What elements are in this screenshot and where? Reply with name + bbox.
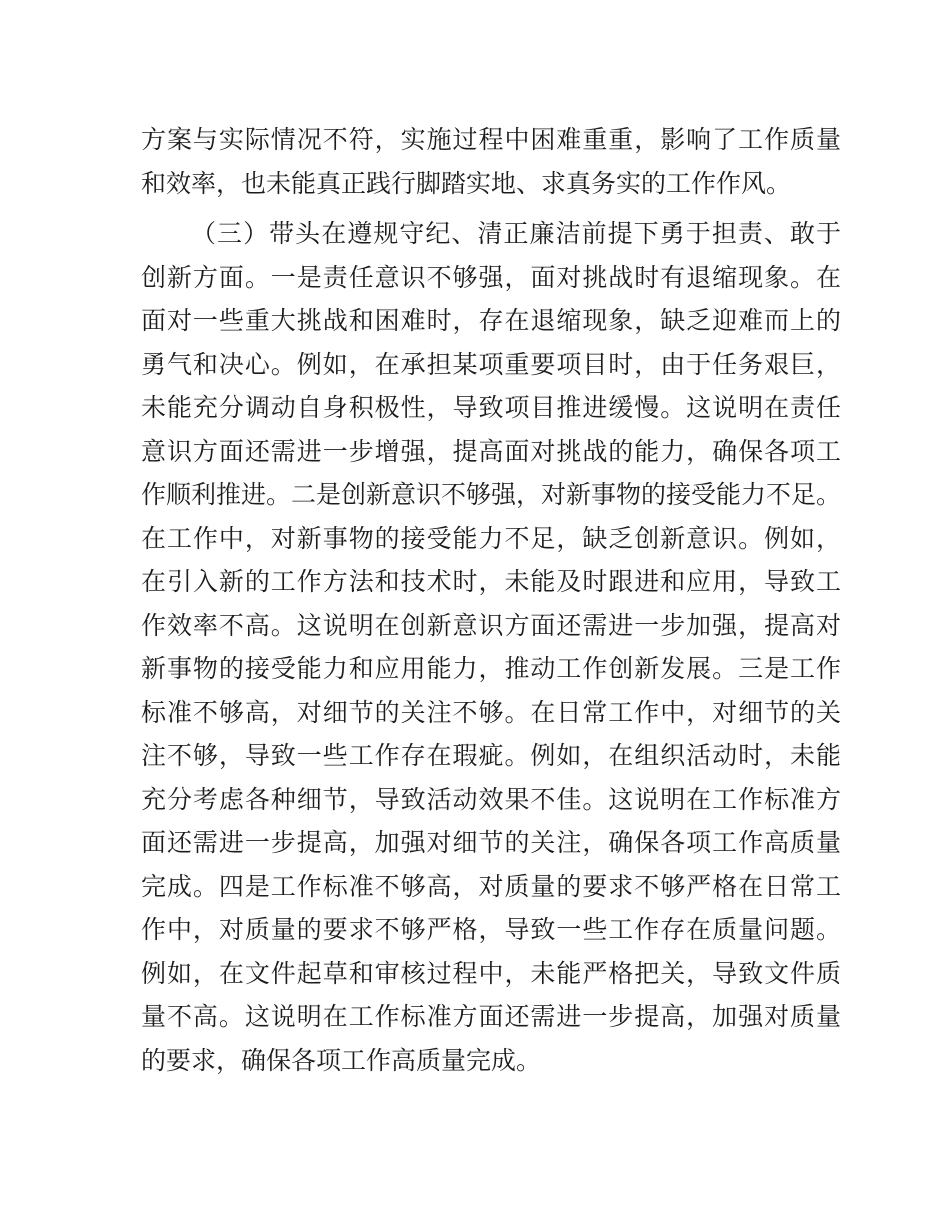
text-line: 作效率不高。这说明在创新意识方面还需进一步加强，提高对 — [141, 610, 841, 640]
text-line: 量不高。这说明在工作标准方面还需进一步提高，加强对质量 — [141, 1002, 841, 1031]
text-line: 面对一些重大挑战和困难时，存在退缩现象，缺乏迎难而上的 — [141, 306, 841, 335]
text-line: 意识方面还需进一步增强，提高面对挑战的能力，确保各项工 — [141, 436, 841, 466]
text-line: （三）带头在遵规守纪、清正廉洁前提下勇于担责、敢于 — [191, 219, 841, 248]
text-line: 在引入新的工作方法和技术时，未能及时跟进和应用，导致工 — [141, 567, 841, 596]
text-line: 标准不够高，对细节的关注不够。在日常工作中，对细节的关 — [141, 697, 841, 727]
text-line: 未能充分调动自身积极性，导致项目推进缓慢。这说明在责任 — [141, 393, 841, 422]
text-line: 在工作中，对新事物的接受能力不足，缺乏创新意识。例如， — [141, 523, 841, 553]
paragraph — [141, 212, 841, 1082]
text-line: 新事物的接受能力和应用能力，推动工作创新发展。三是工作 — [141, 654, 841, 683]
text-line: 作顺利推进。二是创新意识不够强，对新事物的接受能力不足。 — [141, 480, 842, 509]
text-line: 完成。四是工作标准不够高，对质量的要求不够严格在日常工 — [141, 871, 841, 901]
text-line: 面还需进一步提高，加强对细节的关注，确保各项工作高质量 — [141, 828, 841, 857]
text-line: 作中，对质量的要求不够严格，导致一些工作存在质量问题。 — [141, 915, 841, 944]
text-line: 充分考虑各种细节，导致活动效果不佳。这说明在工作标准方 — [141, 784, 841, 814]
text-line: 例如，在文件起草和审核过程中，未能严格把关，导致文件质 — [141, 958, 841, 988]
paragraph — [141, 118, 841, 205]
text-line: 和效率，也未能真正践行脚踏实地、求真务实的工作作风。 — [141, 168, 792, 198]
text-line: 注不够，导致一些工作存在瑕疵。例如，在组织活动时，未能 — [141, 741, 841, 770]
text-line: 的要求，确保各项工作高质量完成。 — [141, 1045, 542, 1075]
text-line: 勇气和决心。例如，在承担某项重要项目时，由于任务艰巨， — [141, 349, 841, 379]
document-page — [141, 118, 841, 1089]
text-line: 创新方面。一是责任意识不够强，面对挑战时有退缩现象。在 — [141, 262, 841, 292]
text-line: 方案与实际情况不符，实施过程中困难重重，影响了工作质量 — [141, 125, 841, 154]
